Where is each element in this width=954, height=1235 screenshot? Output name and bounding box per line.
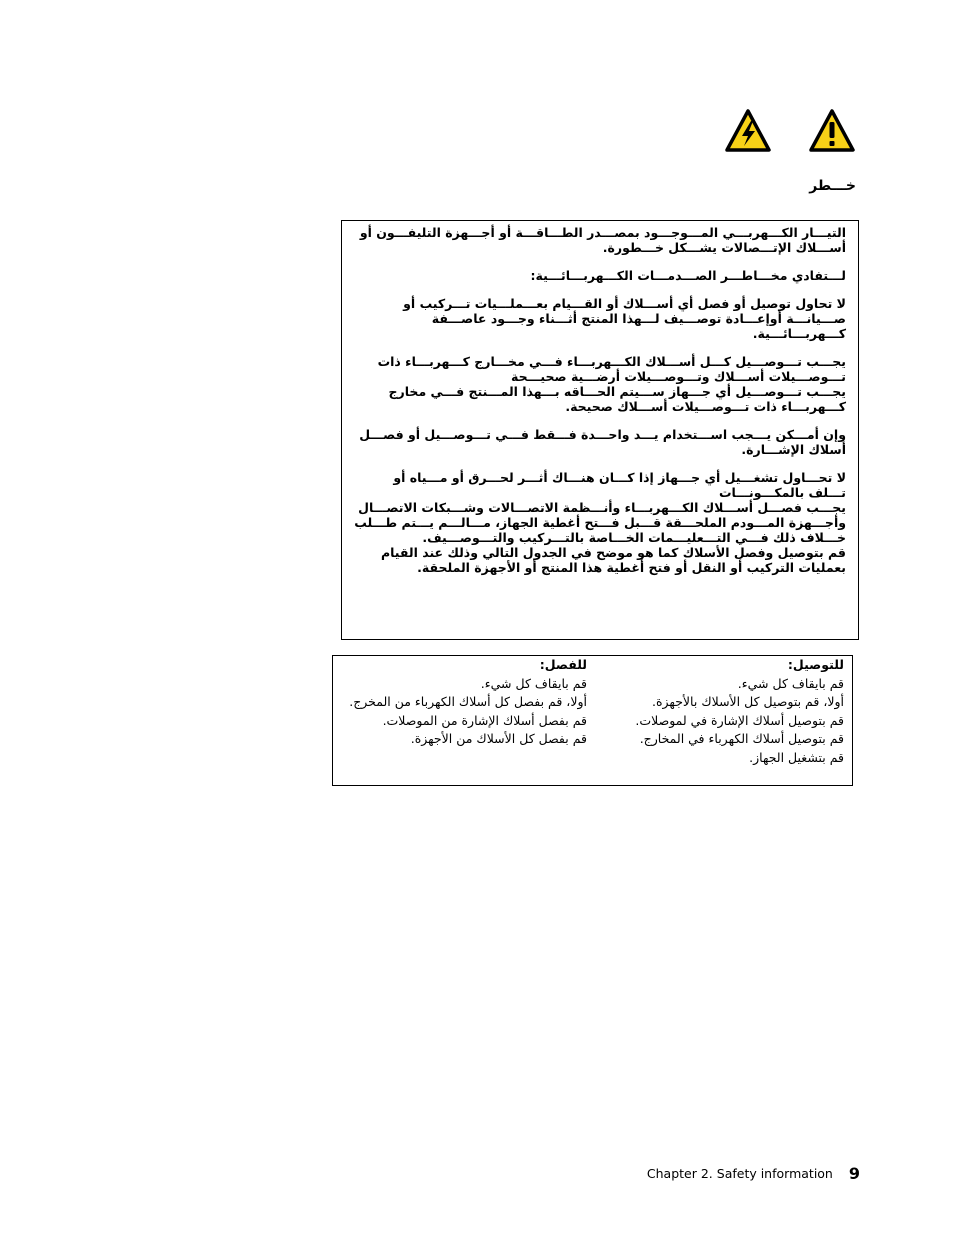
disconnect-steps-list [337, 675, 587, 749]
danger-paragraph-3: لا تحاول توصيل أو فصل أي أســـلاك أو القـــيام بعـــملـــيات تـــركيب أو صـــيانـــة أوإعـــادة توصـــيف لـــهذا المنتج أثـــناء وجـــود عاصـــفة كـــهربـــائـــية. [403, 296, 846, 341]
connect-disconnect-table [332, 655, 853, 786]
chapter-title: Chapter 2. Safety information [646, 1166, 833, 1181]
danger-paragraph-8: يجـــب فصـــل أســـلاك الكـــهربـــاء وأنـــظمة الاتصـــالات وشـــبكات الاتصـــال وأجـــهزة المـــودم الملحـــقة قـــبل فـــتح أغطية الجهاز، مـــالـــم يـــتم طـــلب خـــلاف ذلك فـــي التـــعليـــمات الخـــاصة بالتـــركيب والتـــوصـــيف. [354, 500, 846, 545]
danger-paragraph-4: يجـــب تـــوصـــيل كـــل أســـلاك الكـــهربـــاء فـــي مخـــارج كـــهربـــاء ذات تـــوصـــيلات أســـلاك وتـــوصـــيلات أرضـــية صحيـــحة [377, 354, 846, 384]
list-item: قم بفصل أسلاك الإشارة من الموصلات. [382, 712, 587, 728]
connect-steps-list [614, 675, 844, 768]
list-item: أولا، قم بفصل كل أسلاك الكهرباء من المخرج. [349, 694, 587, 709]
electrical-hazard-icon [724, 108, 772, 154]
connect-column [614, 656, 844, 767]
list-item: قم بتوصيل أسلاك الكهرباء في المخارج. [639, 731, 844, 746]
page-number: 9 [848, 1164, 860, 1183]
list-item: قم بتشغيل الجهاز. [749, 749, 844, 765]
list-item: قم بايقاف كل شيء. [737, 675, 844, 691]
danger-heading: خـــطر [809, 178, 856, 194]
danger-paragraph-9: قم بتوصيل وفصل الأسلاك كما هو موضح في الجدول التالي وذلك عند القيام بعمليات التركيب أو النقل أو فتح أغطية هذا المنتج أو الأجهزة الملحقة. [380, 545, 846, 575]
list-item: قم بفصل كل الأسلاك من الأجهزة. [410, 731, 587, 746]
list-item: قم بتوصيل أسلاك الإشارة في لموصلات. [635, 712, 844, 728]
list-item: قم بايقاف كل شيء. [480, 675, 587, 691]
hazard-icons [724, 108, 856, 156]
danger-paragraph-7: لا تحـــاول تشغـــيل أي جـــهاز إذا كـــان هنـــاك أثـــر لحـــرق أو مـــياه أو تـــلف بالمكـــونـــات [393, 470, 846, 500]
caution-icon [808, 108, 856, 154]
disconnect-column [337, 656, 587, 749]
danger-notice-box [341, 220, 859, 640]
page-footer [647, 1164, 860, 1183]
connect-title: للتوصيل: [787, 657, 844, 672]
list-item: أولا، قم بتوصيل كل الأسلاك بالأجهزة. [652, 694, 844, 709]
danger-paragraph-2: لـــتفادي مخـــاطـــر الصـــدمـــات الكـــهربـــائـــية: [530, 268, 846, 283]
disconnect-title: للفصل: [539, 657, 587, 672]
danger-paragraph-6: وإن أمـــكن يـــجب اســـتخدام يـــد واحـــدة فـــقط فـــي تـــوصـــيل أو فصـــل أسلاك الإشـــارة. [359, 427, 846, 457]
danger-paragraph-1: التيـــار الكـــهربـــي المـــوجـــود بمصـــدر الطـــاقـــة أو أجـــهزة التليفـــون أو أســـلاك الإتـــصالات يشـــكل خـــطورة. [359, 225, 846, 255]
danger-paragraph-5: يجـــب تـــوصـــيل أي جـــهاز ســـيتم الحـــاقه بـــهذا المـــنتج فـــي مخارج كـــهربـــاء ذات تـــوصـــيلات أســـلاك صحيحة. [388, 384, 846, 414]
